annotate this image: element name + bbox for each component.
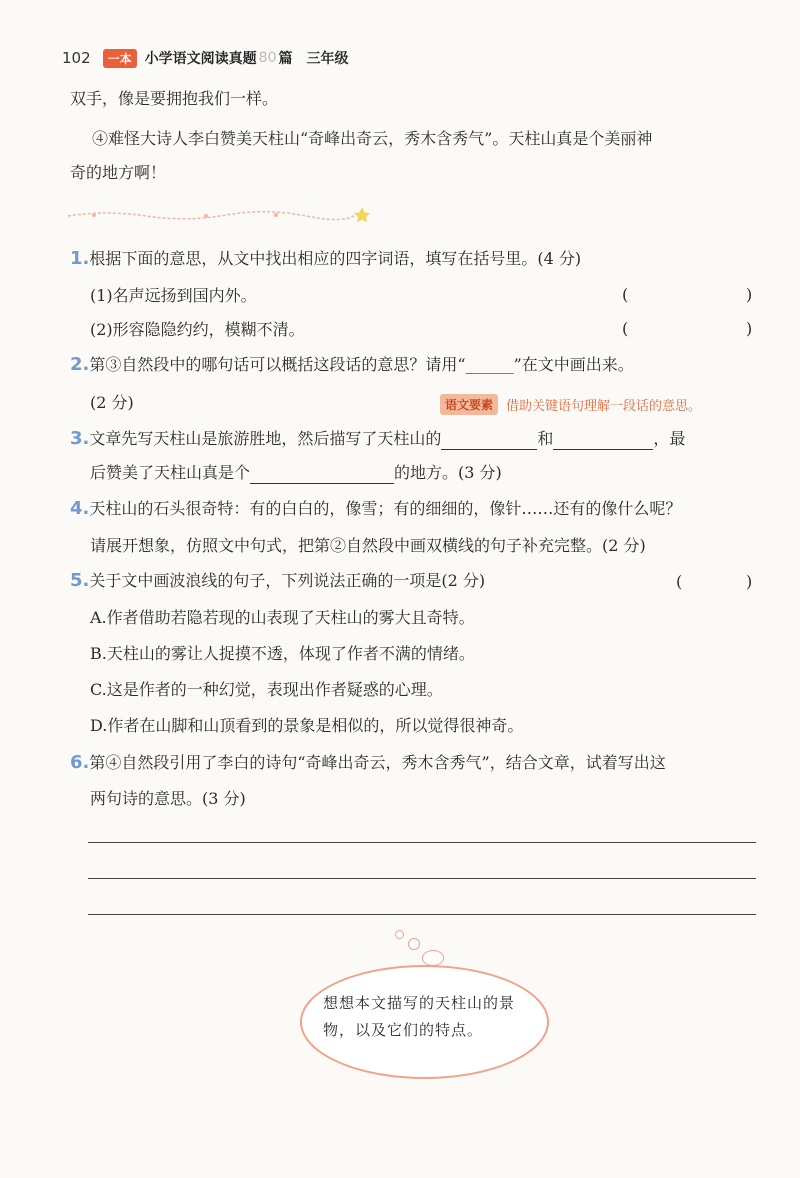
answer-blank[interactable] — [250, 465, 394, 484]
answer-bracket-left: ( — [622, 319, 629, 338]
question-number: 6. — [70, 752, 90, 773]
page-number: 102 — [62, 49, 91, 67]
question-4-line-2: 请展开想象，仿照文中句式，把第②自然段中画双横线的句子补充完整。(2 分) — [90, 536, 646, 555]
question-text: 的地方。(3 分) — [394, 463, 502, 482]
thought-dot — [395, 930, 404, 939]
answer-blank[interactable] — [553, 431, 653, 450]
question-text: 关于文中画波浪线的句子，下列说法正确的一项是(2 分) — [89, 571, 486, 590]
question-number: 5. — [70, 570, 90, 591]
answer-bracket-left: ( — [622, 285, 629, 304]
thought-dot — [422, 950, 444, 966]
star-divider — [66, 204, 372, 224]
question-number: 1. — [70, 248, 90, 269]
series-unit: 篇 — [278, 51, 293, 67]
question-number: 3. — [70, 428, 90, 449]
thought-dot — [408, 938, 420, 950]
question-1-sub-2: (2)形容隐隐约约，模糊不清。 — [90, 320, 305, 339]
question-text: 后赞美了天柱山真是个 — [90, 463, 251, 482]
page-header — [62, 46, 348, 70]
skill-tag — [440, 394, 701, 415]
star-icon — [354, 207, 370, 223]
answer-line[interactable] — [88, 878, 756, 879]
question-text: ，最 — [653, 429, 686, 448]
question-6-line-2: 两句诗的意思。(3 分) — [90, 789, 246, 808]
question-1-sub-1: (1)名声远扬到国内外。 — [90, 286, 257, 305]
answer-bracket-right: ) — [746, 285, 753, 304]
question-text: 第④自然段引用了李白的诗句“奇峰出奇云，秀木含秀气”，结合文章，试着写出这 — [89, 753, 666, 772]
question-text: 文章先写天柱山是旅游胜地，然后描写了天柱山的 — [89, 429, 442, 448]
series-title: 小学语文阅读真题 — [144, 51, 257, 67]
question-6 — [70, 752, 666, 774]
question-text: 天柱山的石头很奇特：有的白白的，像雪；有的细细的，像针……还有的像什么呢？ — [89, 499, 682, 518]
option-c[interactable]: C.这是作者的一种幻觉，表现出作者疑惑的心理。 — [90, 680, 443, 699]
grade-label: 三年级 — [306, 51, 349, 67]
question-3 — [70, 428, 685, 450]
brand-badge: 一本 — [103, 49, 137, 68]
passage-line-1: 双手，像是要拥抱我们一样。 — [70, 89, 279, 108]
underline-marker: ______ — [465, 355, 514, 374]
question-2 — [70, 354, 634, 376]
answer-line[interactable] — [88, 842, 756, 843]
question-text: ”在文中画出来。 — [513, 355, 634, 374]
answer-bracket-right: ) — [746, 319, 753, 338]
question-2-score: (2 分) — [90, 393, 134, 412]
question-text: 和 — [537, 429, 554, 448]
skill-tag-tip: 借助关键语句理解一段话的意思。 — [506, 399, 702, 414]
question-4 — [70, 498, 681, 520]
option-b[interactable]: B.天柱山的雾让人捉摸不透，体现了作者不满的情绪。 — [90, 644, 475, 663]
skill-tag-label: 语文要素 — [440, 394, 498, 415]
series-count: 80 — [258, 50, 277, 66]
question-text: 第③自然段中的哪句话可以概括这段话的意思？请用“ — [89, 355, 466, 374]
question-5 — [70, 570, 485, 592]
question-text: 根据下面的意思，从文中找出相应的四字词语，填写在括号里。(4 分) — [89, 249, 582, 268]
question-1 — [70, 248, 581, 270]
answer-blank[interactable] — [441, 431, 537, 450]
question-number: 4. — [70, 498, 90, 519]
answer-line[interactable] — [88, 914, 756, 915]
question-3-line-2 — [90, 462, 502, 484]
answer-bracket-left: ( — [676, 572, 683, 591]
answer-bracket-right: ) — [746, 572, 753, 591]
hint-text: 想想本文描写的天柱山的景物，以及它们的特点。 — [323, 994, 516, 1039]
question-number: 2. — [70, 354, 90, 375]
passage-line-2: ④难怪大诗人李白赞美天柱山“奇峰出奇云，秀木含秀气”。天柱山真是个美丽神 — [92, 129, 653, 148]
option-a[interactable]: A.作者借助若隐若现的山表现了天柱山的雾大且奇特。 — [90, 608, 475, 627]
passage-line-3: 奇的地方啊！ — [70, 163, 167, 182]
option-d[interactable]: D.作者在山脚和山顶看到的景象是相似的，所以觉得很神奇。 — [90, 716, 524, 735]
